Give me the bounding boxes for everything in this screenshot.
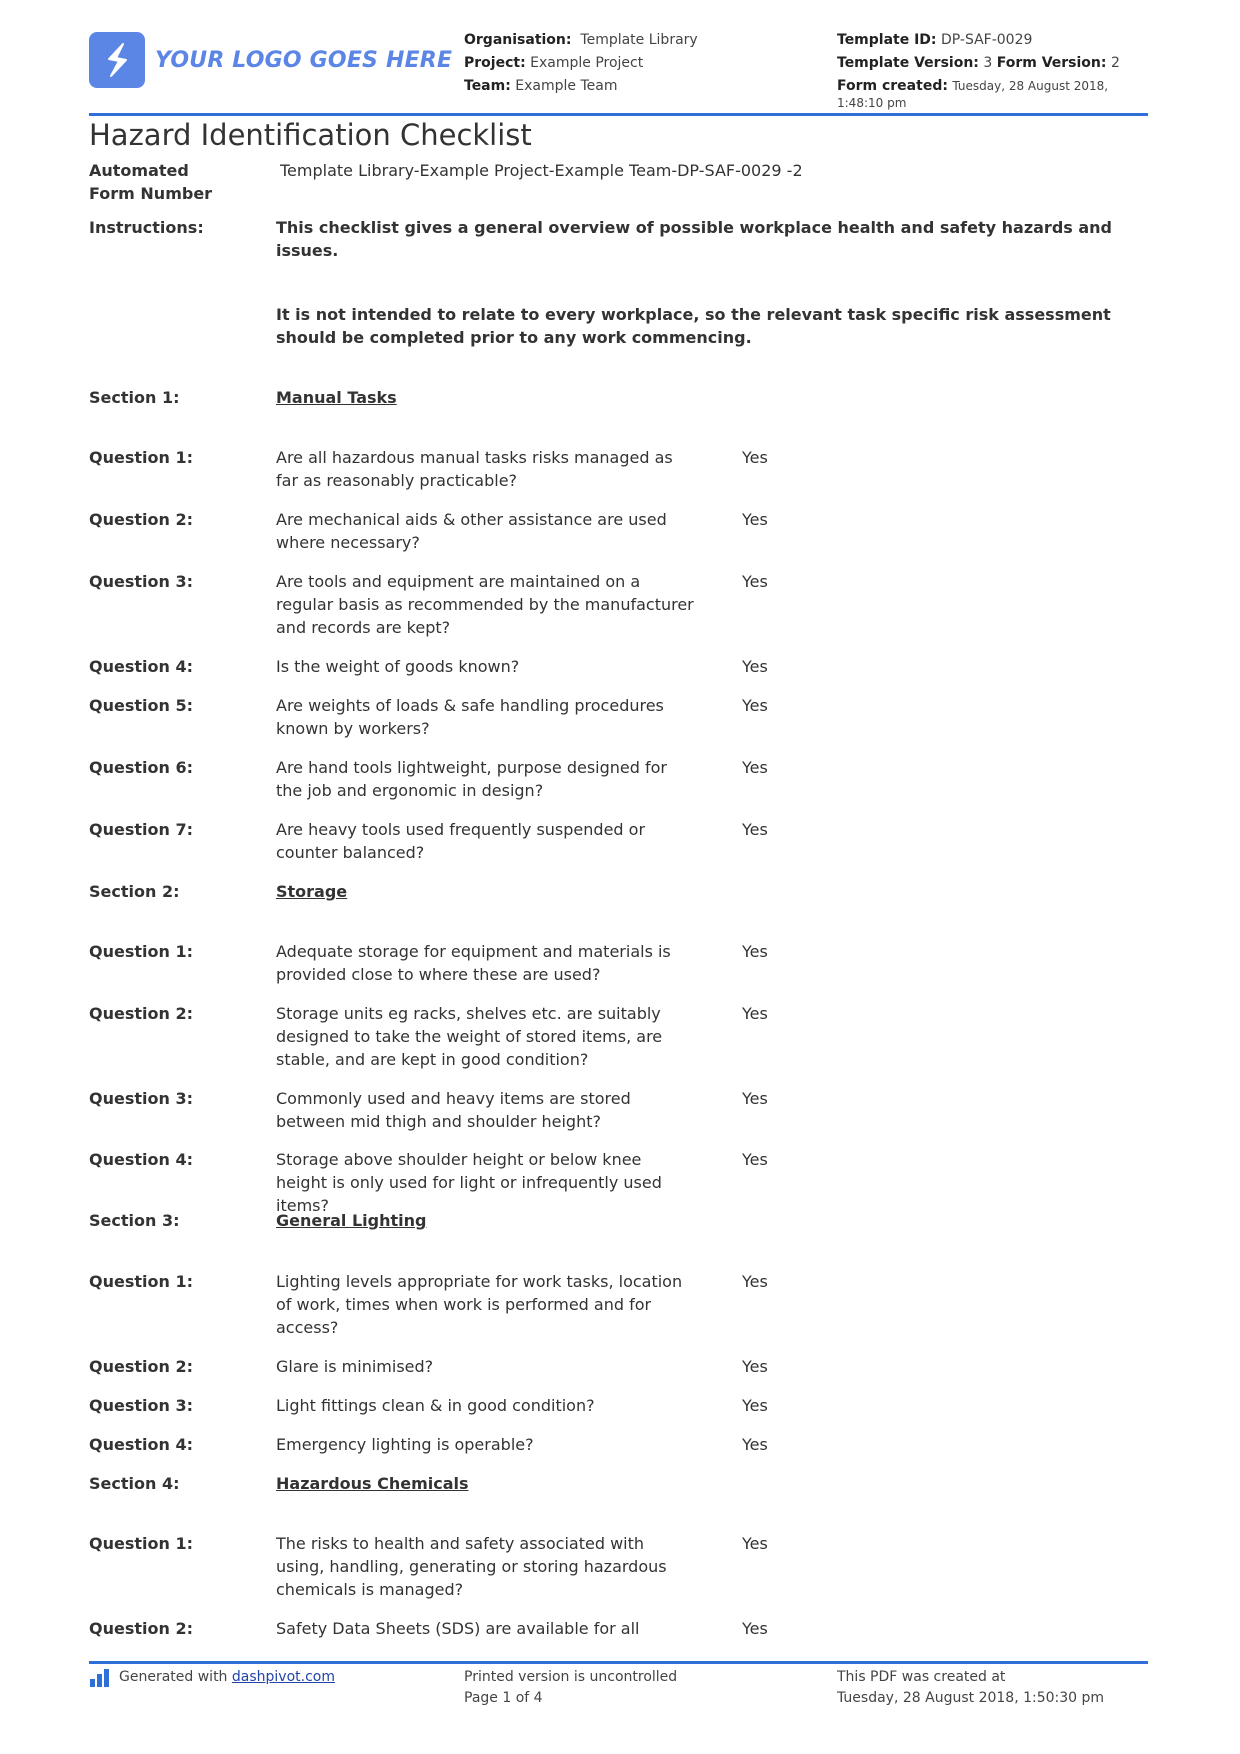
question-text: Light fittings clean & in good condition?	[276, 1396, 595, 1415]
generated-prefix: Generated with	[119, 1669, 228, 1685]
footer-generated	[89, 1667, 335, 1688]
question-label: Question 1:	[89, 1534, 193, 1553]
question-text: Glare is minimised?	[276, 1357, 434, 1376]
question-label: Question 1:	[89, 942, 193, 961]
question-label: Question 3:	[89, 1089, 193, 1108]
question-label: Question 4:	[89, 1150, 193, 1169]
project-value: Example Project	[530, 55, 644, 71]
form-version-label: Form Version:	[996, 55, 1107, 71]
section-label: Section 2:	[89, 882, 180, 901]
team-value: Example Team	[515, 78, 618, 94]
question-label: Question 6:	[89, 758, 193, 777]
question-answer: Yes	[742, 942, 768, 961]
page-number: Page 1 of 4	[464, 1690, 543, 1706]
template-version-label: Template Version:	[837, 55, 979, 71]
document-title: Hazard Identification Checklist	[89, 118, 532, 152]
logo-text: YOUR LOGO GOES HERE	[155, 47, 453, 73]
organisation-label: Organisation:	[464, 32, 572, 48]
question-text: Are heavy tools used frequently suspended or counter balanced?	[276, 820, 646, 862]
question-answer: Yes	[742, 1534, 768, 1553]
footer-pdf-info	[837, 1667, 1104, 1709]
dashpivot-bars-icon	[89, 1669, 113, 1687]
organisation-value: Template Library	[580, 32, 698, 48]
question-label: Question 1:	[89, 1272, 193, 1291]
template-version-value: 3	[983, 55, 993, 71]
pdf-created-label: This PDF was created at	[837, 1669, 1006, 1685]
header-meta-project	[464, 29, 698, 98]
question-label: Question 4:	[89, 657, 193, 676]
question-label: Question 1:	[89, 448, 193, 467]
section-label: Section 3:	[89, 1211, 180, 1230]
question-label: Question 2:	[89, 1619, 193, 1638]
question-answer: Yes	[742, 1396, 768, 1415]
question-answer: Yes	[742, 758, 768, 777]
header-divider	[89, 113, 1148, 116]
form-version-value: 2	[1110, 55, 1120, 71]
pdf-created-value: Tuesday, 28 August 2018, 1:50:30 pm	[837, 1690, 1105, 1706]
section-label: Section 1:	[89, 388, 180, 407]
question-label: Question 3:	[89, 1396, 193, 1415]
question-answer: Yes	[742, 1435, 768, 1454]
question-answer: Yes	[742, 510, 768, 529]
question-text: Are hand tools lightweight, purpose designed for the job and ergonomic in design?	[276, 758, 667, 800]
question-answer: Yes	[742, 820, 768, 839]
question-text: Storage units eg racks, shelves etc. are suitably designed to take the weight of stored items, are stable, and are kept in good condition?	[276, 1004, 663, 1069]
question-answer: Yes	[742, 448, 768, 467]
question-text: Commonly used and heavy items are stored between mid thigh and shoulder height?	[276, 1089, 631, 1131]
logo-icon	[89, 32, 145, 88]
form-number-value: Template Library-Example Project-Example Team-DP-SAF-0029 -2	[280, 161, 803, 180]
question-text: Safety Data Sheets (SDS) are available for all	[276, 1619, 640, 1638]
instructions-text-2: It is not intended to relate to every workplace, so the relevant task specific risk assessment should be completed prior to any work commencing.	[276, 305, 1111, 347]
dashpivot-link[interactable]: dashpivot.com	[231, 1669, 335, 1685]
question-label: Question 2:	[89, 510, 193, 529]
instructions-label: Instructions:	[89, 218, 204, 237]
question-answer: Yes	[742, 1004, 768, 1023]
question-text: Lighting levels appropriate for work tasks, location of work, times when work is performed and for access?	[276, 1272, 683, 1337]
section-title: Manual Tasks	[276, 388, 397, 407]
section-label: Section 4:	[89, 1474, 180, 1493]
question-answer: Yes	[742, 696, 768, 715]
question-text: The risks to health and safety associated with using, handling, generating or storing hazardous chemicals is managed?	[276, 1534, 667, 1599]
template-id-label: Template ID:	[837, 32, 937, 48]
question-label: Question 7:	[89, 820, 193, 839]
form-created-label: Form created:	[837, 78, 948, 94]
question-answer: Yes	[742, 1357, 768, 1376]
question-answer: Yes	[742, 657, 768, 676]
question-text: Are all hazardous manual tasks risks managed as far as reasonably practicable?	[276, 448, 673, 490]
question-label: Question 3:	[89, 572, 193, 591]
question-label: Question 2:	[89, 1357, 193, 1376]
question-answer: Yes	[742, 1089, 768, 1108]
question-label: Question 4:	[89, 1435, 193, 1454]
question-answer: Yes	[742, 1150, 768, 1169]
section-title: Hazardous Chemicals	[276, 1474, 469, 1493]
question-text: Emergency lighting is operable?	[276, 1435, 534, 1454]
footer-divider	[89, 1661, 1148, 1664]
project-label: Project:	[464, 55, 526, 71]
instructions-text-1: This checklist gives a general overview of possible workplace health and safety hazards and issues.	[276, 218, 1112, 260]
question-text: Are tools and equipment are maintained on a regular basis as recommended by the manufacturer and records are kept?	[276, 572, 694, 637]
question-label: Question 5:	[89, 696, 193, 715]
form-created-value: Tuesday, 28 August 2018, 1:48:10 pm	[837, 79, 1109, 110]
template-id-value: DP-SAF-0029	[940, 32, 1033, 48]
question-answer: Yes	[742, 1619, 768, 1638]
question-answer: Yes	[742, 1272, 768, 1291]
form-number-label: Automated Form Number	[89, 161, 213, 203]
printed-note: Printed version is uncontrolled	[464, 1669, 678, 1685]
question-text: Are mechanical aids & other assistance are used where necessary?	[276, 510, 667, 552]
question-answer: Yes	[742, 572, 768, 591]
section-title: General Lighting	[276, 1211, 427, 1230]
question-text: Are weights of loads & safe handling procedures known by workers?	[276, 696, 664, 738]
question-label: Question 2:	[89, 1004, 193, 1023]
footer-print-info	[464, 1667, 677, 1709]
header-meta-template	[837, 29, 1137, 112]
team-label: Team:	[464, 78, 511, 94]
question-text: Adequate storage for equipment and materials is provided close to where these are used?	[276, 942, 671, 984]
section-title: Storage	[276, 882, 348, 901]
company-logo	[89, 32, 452, 88]
question-text: Storage above shoulder height or below knee height is only used for light or infrequently used items?	[276, 1150, 662, 1215]
question-text: Is the weight of goods known?	[276, 657, 520, 676]
